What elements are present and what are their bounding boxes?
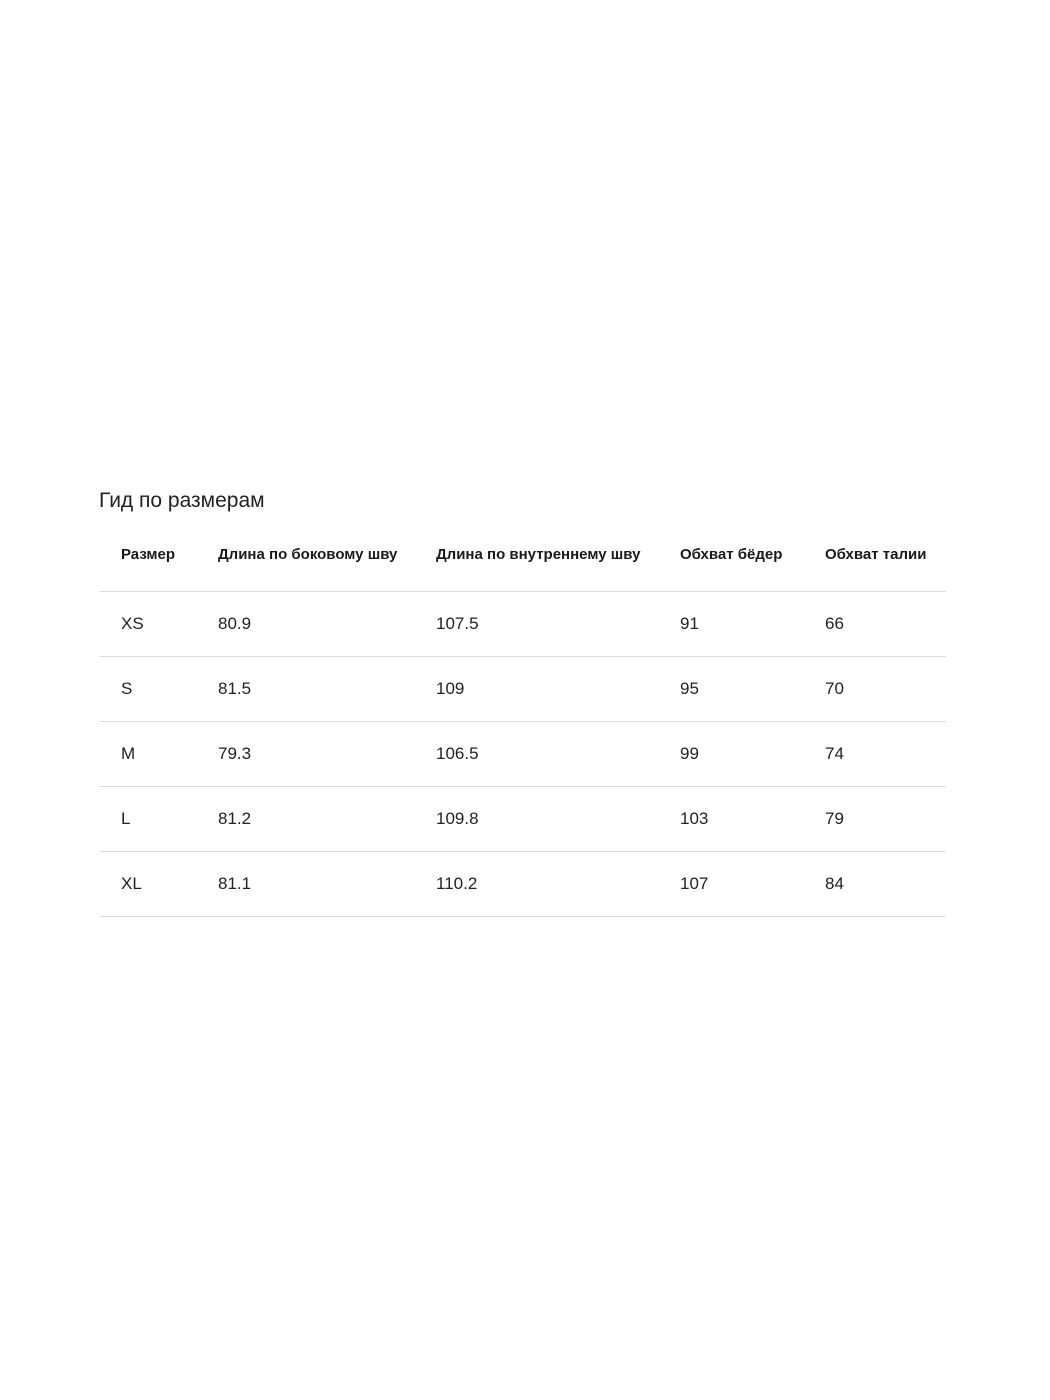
table-cell: 91 [658,592,803,657]
table-cell: 80.9 [196,592,414,657]
table-cell: M [99,722,196,787]
table-cell: 79.3 [196,722,414,787]
table-cell: 107.5 [414,592,658,657]
table-cell: 66 [803,592,946,657]
table-cell: 109 [414,657,658,722]
table-cell: 70 [803,657,946,722]
table-row [99,657,946,722]
table-cell: XS [99,592,196,657]
table-cell: L [99,787,196,852]
size-table [99,541,946,917]
column-header-inseam-length: Длина по внутреннему шву [414,541,658,592]
table-row [99,787,946,852]
table-cell: 106.5 [414,722,658,787]
column-header-hip-circumference: Обхват бёдер [658,541,803,592]
table-cell: XL [99,852,196,917]
table-header-row [99,541,946,592]
column-header-waist-circumference: Обхват талии [803,541,946,592]
table-cell: 84 [803,852,946,917]
size-guide-title: Гид по размерам [99,489,265,512]
table-cell: 110.2 [414,852,658,917]
table-cell: 81.1 [196,852,414,917]
table-cell: 107 [658,852,803,917]
table-cell: 81.2 [196,787,414,852]
table-cell: 109.8 [414,787,658,852]
table-cell: 81.5 [196,657,414,722]
table-cell: 99 [658,722,803,787]
table-cell: 79 [803,787,946,852]
table-cell: 103 [658,787,803,852]
table-row [99,852,946,917]
table-cell: 95 [658,657,803,722]
column-header-size: Размер [99,541,196,592]
table-cell: 74 [803,722,946,787]
table-row [99,592,946,657]
table-cell: S [99,657,196,722]
table-row [99,722,946,787]
size-guide [99,486,946,917]
column-header-side-seam-length: Длина по боковому шву [196,541,414,592]
